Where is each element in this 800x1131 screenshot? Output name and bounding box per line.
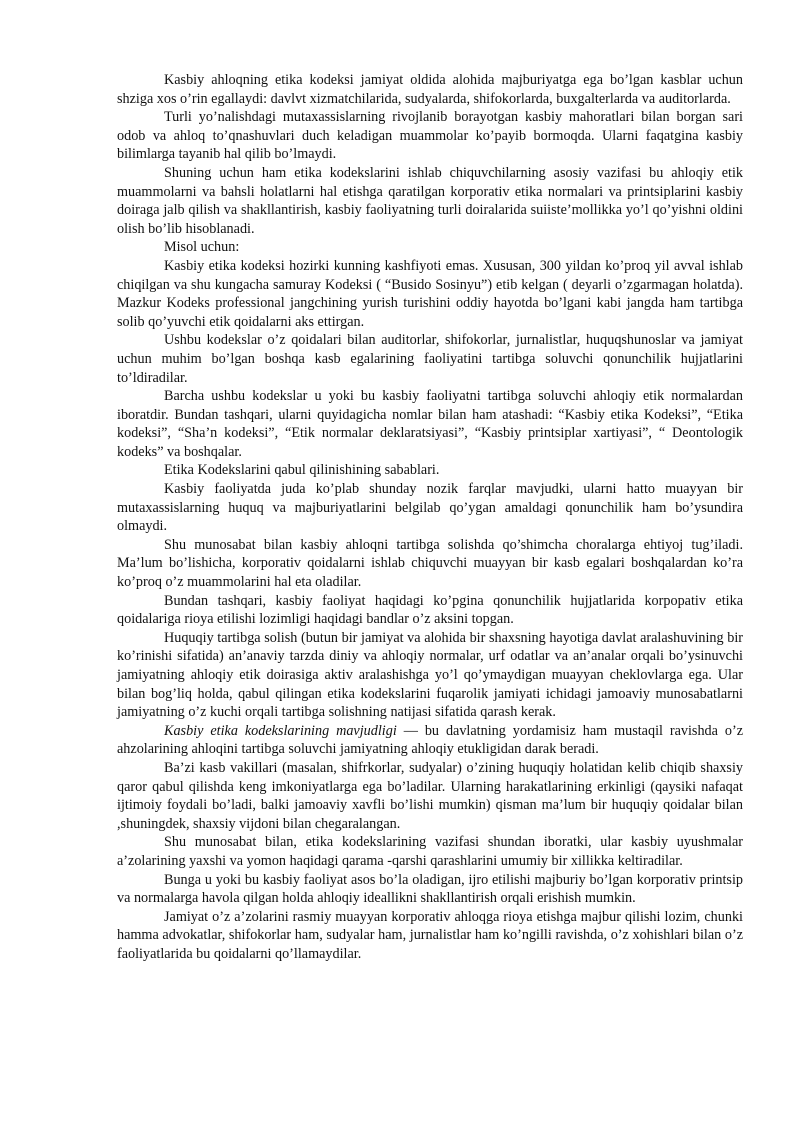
paragraph: Bunga u yoki bu kasbiy faoliyat asos bo’la oladigan, ijro etilishi majburiy bo’lgan korporativ printsip va normalarga havola qilgan holda ahloqiy ideallikni shakllantirish orqali erishish mumkin. <box>117 871 743 907</box>
paragraph: Turli yo’nalishdagi mutaxassislarning rivojlanib borayotgan kasbiy mahoratlari bilan borgan sari odob va ahloq to’qnashuvlari duch keladigan muammolar ko’payib bormoqda. Ularni faqatgina kasbiy bilimlarga tayanib hal qilib bo’lmaydi. <box>117 109 743 163</box>
paragraph: Kasbiy faoliyatda juda ko’plab shunday nozik farqlar mavjudki, ularni hatto muayyan bir mutaxassislarning huquq va majburiyatlarini belgilab qo’ygan amaldagi qonunchilik ham bo’ysundira olmaydi. <box>117 481 743 535</box>
paragraph: Barcha ushbu kodekslar u yoki bu kasbiy faoliyatni tartibga soluvchi ahloqiy etik normalardan iboratdir. Bundan tashqari, ularni quyidagicha nomlar bilan ham atashadi: “Kasbiy etika Kodeksi”, “Etika kodeksi”, “Sha’n kodeksi”, “Etik normalar deklaratsiyasi”, “Kasbiy printsiplar xartiyasi”, “ Deontologik kodeks” va boshqalar. <box>117 388 743 460</box>
italic-lead-phrase: Kasbiy etika kodekslarining mavjudligi <box>164 722 397 739</box>
paragraph: Shu munosabat bilan, etika kodekslarining vazifasi shundan iboratki, ular kasbiy uyushmalar a’zolarining yaxshi va yomon haqidagi qarama -qarshi qarashlarini umumiy bir xillikka keltiradilar. <box>117 834 743 869</box>
paragraph: Kasbiy ahloqning etika kodeksi jamiyat oldida alohida majburiyatga ega bo’lgan kasblar uchun shziga xos o’rin egallaydi: davlvt xizmatchilarida, sudyalarda, shifokorlarda, buxgalterlarda va auditorlarda. <box>117 72 743 107</box>
paragraph: Kasbiy etika kodeksi hozirki kunning kashfiyoti emas. Xususan, 300 yildan ko’proq yil avval ishlab chiqilgan va shu kungacha samuray Kodeksi ( “Busido Sosinyu”) etib kelgan ( deyarli o’zgarmagan holatda). Mazkur Kodeks professional jangchining yurish turishini oddiy hayotda bo’lgani kabi jangda ham tartibga solib qo’yuvchi etik qoidalarni aks ettirgan. <box>117 257 743 330</box>
paragraph: Ushbu kodekslar o’z qoidalari bilan auditorlar, shifokorlar, jurnalistlar, huquqshunoslar va jamiyat uchun muhim bo’lgan boshqa kasb egalarining faoliyatini tartibga soluvchi qonunchilik hujjatlarini to’ldiradilar. <box>117 332 743 386</box>
paragraph: Jamiyat o’z a’zolarini rasmiy muayyan korporativ ahloqga rioya etishga majbur qilishi lozim, chunki hamma advokatlar, shifokorlar ham, sudyalar ham, jurnalistlar ham ko’ngilli ravishda, o’z xohishlari bilan o’z faoliyatlarida bu qoidalarni qo’llamaydilar. <box>117 908 743 962</box>
paragraph: Bundan tashqari, kasbiy faoliyat haqidagi ko’pgina qonunchilik hujjatlarida korpopativ etika qoidalariga rioya etilishi lozimligi haqidagi bandlar o’z aksini topgan. <box>117 592 743 628</box>
paragraph: Shu munosabat bilan kasbiy ahloqni tartibga solishda qo’shimcha choralarga ehtiyoj tug’iladi. Ma’lum bo’lishicha, korporativ qoidalarni ishlab chiquvchi muayyan bir kasb egalari boshqalardan ko’ra ko’proq o’z muammolarini hal eta oladilar. <box>117 536 743 591</box>
paragraph: Etika Kodekslarini qabul qilinishining sabablari. <box>164 462 440 479</box>
document-page <box>117 71 743 964</box>
paragraph: Shuning uchun ham etika kodekslarini ishlab chiquvchilarning asosiy vazifasi bu ahloqiy etik muammolarni va bahsli holatlarni hal etishga qaratilgan korporativ etika normalari va printsiplarini kasbiy doiraga jalb qilish va shakllantirish, kasbiy faoliyatning turli doiralarida suiiste’mollikka yo’l qo’yishni oldini olish bo’lib hisoblanadi. <box>117 164 743 237</box>
paragraph: Misol uchun: <box>164 239 240 256</box>
paragraph: Huquqiy tartibga solish (butun bir jamiyat va alohida bir shaxsning hayotiga davlat aralashuvining bir ko’rinishi sifatida) an’anaviy tarzda diniy va ahloqiy normalar, urf odatlar va an’analar orqali bo’ysinuvchi jamiyatning ahloqiy etik doirasiga aktiv aralashishga yo’l qo’ymaydigan muayyan cheklovlarga ega. Ular bilan bog’liq holda, qabul qilingan etika kodekslarini fuqarolik jamiyati ichidagi jamoaviy munosabatlarni jamiyatning o’z kuchi orqali tartibga solishning natijasi sifatida qarash kerak. <box>117 629 743 721</box>
paragraph-body: — bu davlatning yordamisiz ham mustaqil ravishda o’z ahzolarining ahloqini tartibga soluvchi jamiyatning ahloqiy etukligidan darak beradi. <box>117 722 743 758</box>
paragraph: Ba’zi kasb vakillari (masalan, shifrkorlar, sudyalar) o’zining huquqiy holatidan kelib chiqib shaxsiy qaror qabul qilishda keng imkoniyatlarga ega bo’ladilar. Ularning harakatlarining erkinligi (qaysiki nafaqat ijtimoiy foydali bo’ladi, balki jamoaviy xavfli bo’lishi mumkin) qisman ma’lum bir huquqiy qoidalar bilan ,shuningdek, shaxsiy vijdoni bilan chegaralangan. <box>117 759 743 832</box>
paragraph <box>117 722 743 759</box>
